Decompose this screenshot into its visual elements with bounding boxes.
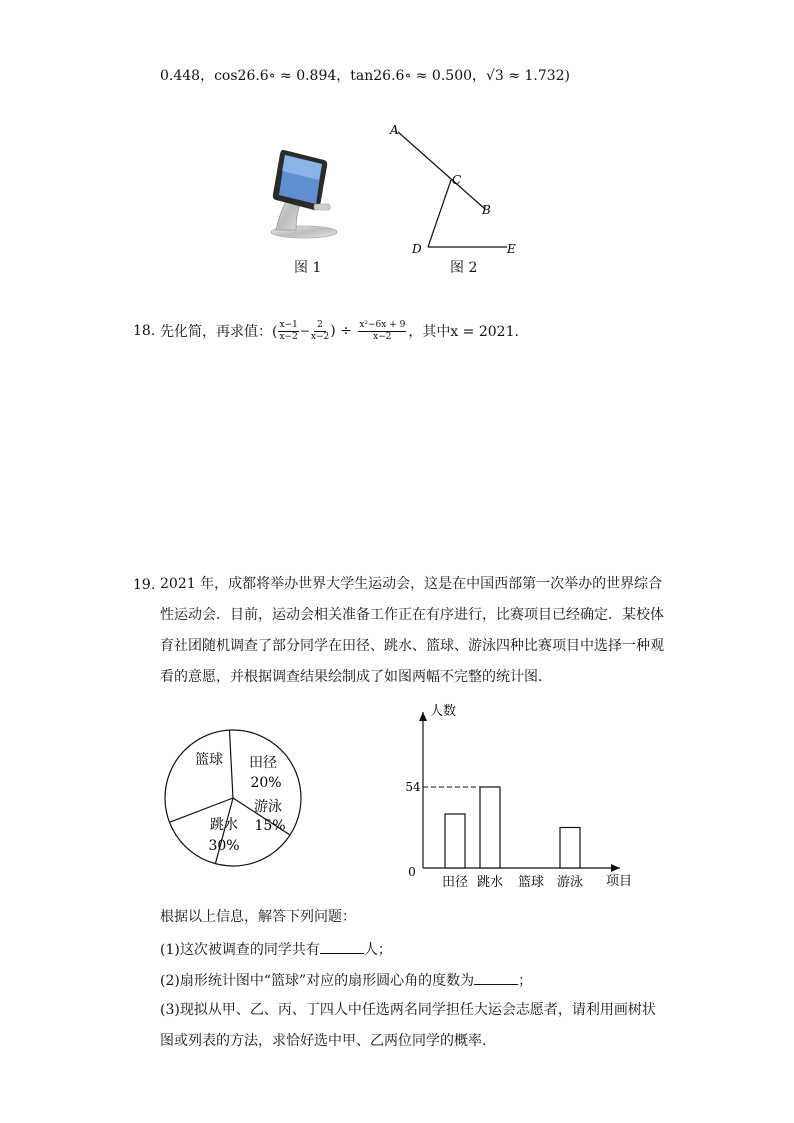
x-category-label: 跳水	[476, 875, 504, 890]
y-tick-label: 54	[405, 780, 421, 794]
segment-AB	[398, 132, 485, 209]
point-label-B: B	[482, 203, 491, 217]
bar	[560, 828, 580, 869]
x-category-label: 篮球	[517, 875, 545, 890]
y-tick-label: 0	[408, 865, 416, 879]
pie-slice-label: 田径	[249, 755, 277, 771]
sub1-answer-blank[interactable]	[320, 939, 364, 954]
phone-stand-illustration	[266, 144, 346, 240]
sub2-text-end: ；	[518, 973, 533, 989]
pie-slice-percent: 15%	[254, 818, 286, 834]
q18-fraction-1	[278, 320, 298, 343]
pie-slice-label: 游泳	[254, 799, 282, 815]
q18-frac2-denominator: x−2	[310, 331, 330, 342]
figure1-phone-stand-image	[266, 144, 346, 240]
question-18-number: 18.	[133, 323, 156, 339]
y-axis-title: 人数	[430, 704, 457, 719]
segment-CD	[428, 180, 451, 247]
q18-frac3-numerator: x²−6x + 9	[359, 319, 406, 330]
q18-fraction-3	[358, 320, 406, 343]
q18-text-pre: 先化简，再求值：(	[160, 324, 278, 340]
point-label-C: C	[452, 173, 462, 187]
pie-slice-percent: 20%	[250, 775, 282, 791]
pie-chart	[160, 722, 310, 872]
sub2-answer-blank[interactable]	[474, 970, 518, 985]
q18-minus: −	[299, 324, 310, 338]
pie-slice-label: 跳水	[210, 817, 238, 833]
q18-frac1-denominator: x−2	[279, 331, 298, 342]
sub1-text-end: 人；	[363, 942, 392, 958]
x-category-label: 游泳	[556, 875, 584, 890]
question-19-paragraph: 2021 年，成都将举办世界大学生运动会，这是在中国西部第一次举办的世界综合性运动会．目前，运动会相关准备工作正在有序进行，比赛项目已经确定．某校体育社团随机调查了部分同学在田径、跳水、篮球、游泳四种比赛项目中选择一种观看的意愿，并根据调查结果绘制成了如图两幅不完整的统计图．	[160, 576, 664, 685]
q18-fraction-2	[311, 320, 329, 343]
pie-slice-boundary	[229, 730, 233, 798]
bar	[480, 787, 500, 868]
q18-frac2-numerator: 2	[314, 320, 326, 332]
question-19-sub1	[160, 939, 392, 960]
point-label-D: D	[412, 242, 422, 256]
x-axis-arrow	[611, 864, 620, 872]
bar	[445, 814, 465, 868]
q18-close-divide: ) ÷	[330, 323, 357, 339]
sub2-text: (2)扇形统计图中“篮球”对应的扇形圆心角的度数为	[160, 973, 475, 989]
q18-text-post: ，其中x = 2021.	[408, 324, 519, 340]
pie-slice-percent: 30%	[208, 838, 240, 854]
question-19-sub3: (3)现拟从甲、乙、丙、丁四人中任选两名同学担任大运会志愿者，请利用画树状图或列表的方法，求恰好选中甲、乙两位同学的概率．	[160, 1002, 656, 1049]
formula-values-line: 0.448，cos26.6∘ ≈ 0.894，tan26.6∘ ≈ 0.500，√3 ≈ 1.732)	[160, 68, 571, 84]
point-label-E: E	[507, 242, 516, 256]
bar-chart	[398, 700, 638, 895]
question-19-number: 19.	[133, 577, 156, 593]
point-label-A: A	[390, 123, 399, 137]
question-19-intro: 根据以上信息，解答下列问题：	[160, 909, 356, 925]
sub1-text: (1)这次被调查的同学共有	[160, 942, 320, 958]
y-axis-arrow	[419, 712, 427, 721]
figure2-geometry-diagram	[380, 118, 530, 263]
question-19-sub2	[160, 970, 532, 991]
q18-frac1-numerator: x−1	[279, 319, 298, 330]
x-category-label: 田径	[441, 875, 469, 890]
figure1-caption: 图 1	[294, 260, 322, 276]
figure2-caption: 图 2	[450, 260, 478, 276]
pie-slice-label: 篮球	[195, 752, 223, 768]
x-axis-title: 项目	[606, 874, 633, 889]
question-18-expression	[160, 314, 519, 348]
q18-frac3-denominator: x−2	[373, 331, 392, 342]
